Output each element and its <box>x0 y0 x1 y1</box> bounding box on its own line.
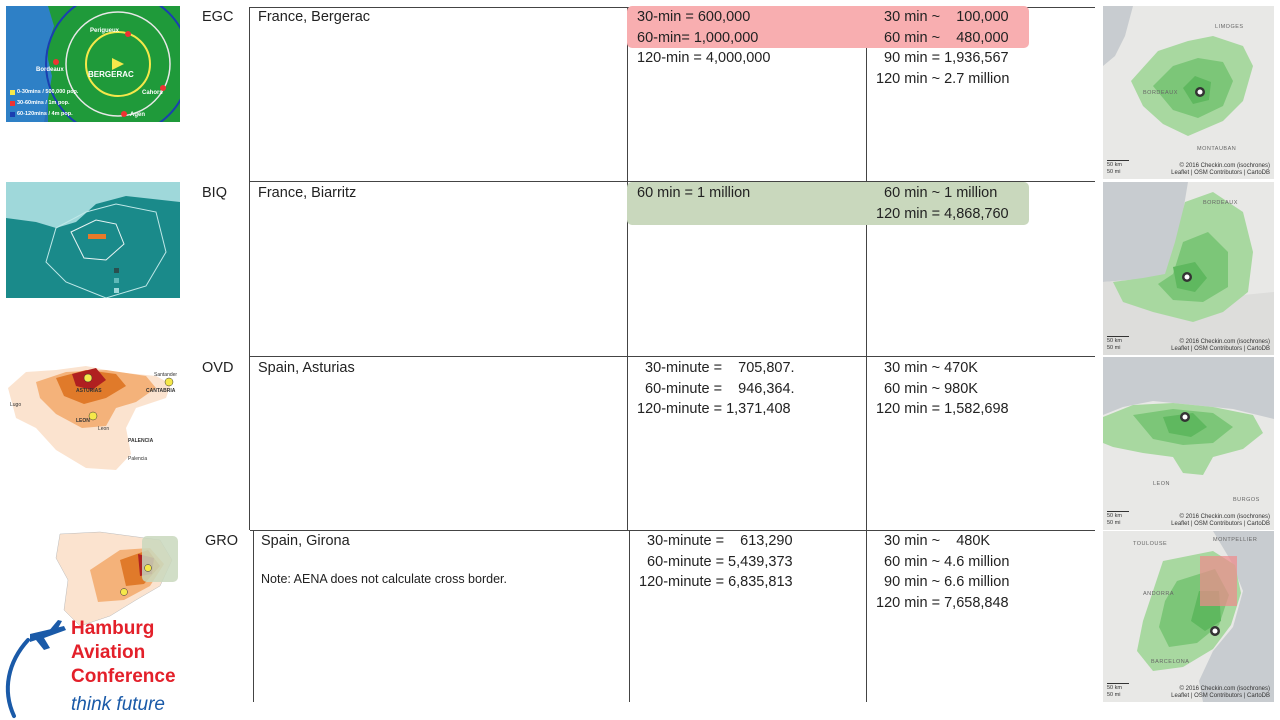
egc-label-cahors: Cahors <box>142 90 163 96</box>
checkin-line: 90 min ~ 6.6 million <box>876 574 1010 590</box>
checkin-line: 120 min ~ 2.7 million <box>876 70 1010 87</box>
map-place: MONTPELLIER <box>1213 537 1258 543</box>
egc-legend-1: 0-30mins / 500,000 pop. <box>17 89 79 95</box>
aena-line: 60-minute = 946,364. <box>637 380 795 397</box>
conference-logo <box>0 612 200 720</box>
row-ovd-code: OVD <box>202 360 234 376</box>
checkin-line: 120 min = 4,868,760 <box>876 205 1009 222</box>
map-credit: © 2016 Checkin.com (isochrones) Leaflet | OSM Contributors | CartoDB <box>1171 514 1270 527</box>
row-biq-code: BIQ <box>202 185 227 201</box>
aena-line: 120-minute = 6,835,813 <box>639 574 793 590</box>
map-scale: 50 km 50 mi <box>1107 511 1129 527</box>
row-gro-aena <box>639 531 793 593</box>
egc-label-perigueux: Perigueux <box>90 28 120 34</box>
map-place: TOULOUSE <box>1133 541 1168 547</box>
gro-isochrone-map <box>1103 531 1274 702</box>
map-scale: 50 km 50 mi <box>1107 160 1129 176</box>
map-place: ANDORRA <box>1143 591 1175 597</box>
logo-line-3: Conference <box>71 666 176 687</box>
map-scale: 50 km 50 mi <box>1107 683 1129 699</box>
ovd-label: LEON <box>76 418 90 424</box>
row-biq-location: France, Biarritz <box>258 185 357 201</box>
checkin-line: 30 min ~ 100,000 <box>876 9 1009 25</box>
row-gro-checkin <box>876 531 1009 613</box>
col-divider-3 <box>866 7 867 702</box>
row-gro-location: Spain, Girona <box>261 533 350 549</box>
egc-label-bordeaux: Bordeaux <box>36 67 64 73</box>
ovd-label: Palencia <box>128 456 148 462</box>
map-credit: © 2016 Checkin.com (isochrones) Leaflet | OSM Contributors | CartoDB <box>1171 163 1270 176</box>
gro-isochrone-graphic <box>1103 531 1274 702</box>
checkin-line: 60 min ~ 1 million <box>876 185 998 201</box>
logo-line-2: Aviation <box>71 642 146 663</box>
row-ovd-aena <box>637 358 795 420</box>
map-place: BURGOS <box>1233 497 1260 503</box>
map-place: LEON <box>1153 481 1170 487</box>
row-ovd-location: Spain, Asturias <box>258 360 355 376</box>
row-egc-checkin <box>876 7 1009 89</box>
row-ovd-checkin <box>876 358 1009 420</box>
aena-line: 120-minute = 1,371,408 <box>637 401 791 417</box>
checkin-line: 60 min ~ 4.6 million <box>876 553 1010 570</box>
egc-label-bergerac: BERGERAC <box>88 70 134 79</box>
ovd-label: CANTABRIA <box>146 388 176 394</box>
row-divider-2 <box>250 356 1095 357</box>
map-place: BORDEAUX <box>1203 200 1238 206</box>
checkin-line: 120 min = 1,582,698 <box>876 401 1009 417</box>
aena-line: 120-min = 4,000,000 <box>637 50 771 66</box>
aena-line: 30-minute = 705,807. <box>637 360 795 376</box>
row-gro-code: GRO <box>205 533 239 549</box>
map-place: LIMOGES <box>1215 24 1244 30</box>
logo-tagline: think future <box>71 694 165 715</box>
map-credit: © 2016 Checkin.com (isochrones) Leaflet | OSM Contributors | CartoDB <box>1171 339 1270 352</box>
aena-line: 60-minute = 5,439,373 <box>639 553 793 570</box>
aena-line: 30-minute = 613,290 <box>639 533 793 549</box>
ovd-isochrone-graphic <box>1103 357 1274 530</box>
map-place: MONTAUBAN <box>1197 146 1237 152</box>
ovd-label: Leon <box>98 426 110 432</box>
row-gro-note: Note: AENA does not calculate cross border. <box>261 572 507 586</box>
map-scale: 50 km 50 mi <box>1107 336 1129 352</box>
ovd-catchment-image <box>6 358 180 474</box>
col-divider-1b <box>253 530 254 702</box>
row-biq-aena <box>637 183 750 204</box>
col-divider-2 <box>627 7 628 530</box>
row-biq-checkin <box>876 183 1009 224</box>
row-egc-location: France, Bergerac <box>258 9 371 25</box>
col-divider-2b <box>629 530 630 702</box>
checkin-line: 60 min ~ 480,000 <box>876 29 1009 46</box>
map-place: BARCELONA <box>1151 659 1190 665</box>
egc-isochrone-map <box>1103 6 1274 179</box>
row-egc-code: EGC <box>202 9 234 25</box>
row-egc-aena <box>637 7 770 69</box>
checkin-line: 30 min ~ 480K <box>876 533 991 549</box>
ovd-label: ASTURIAS <box>76 388 102 394</box>
aena-line: 30-min = 600,000 <box>637 9 751 25</box>
egc-catchment-image <box>6 6 180 122</box>
aena-line: 60-min= 1,000,000 <box>637 29 759 46</box>
egc-isochrone-graphic <box>1103 6 1274 179</box>
logo-line-1: Hamburg <box>71 618 155 639</box>
ovd-isochrone-map <box>1103 357 1274 530</box>
biq-isochrone-map <box>1103 182 1274 355</box>
checkin-line: 90 min = 1,936,567 <box>876 50 1009 66</box>
checkin-line: 120 min = 7,658,848 <box>876 594 1009 611</box>
map-place: BORDEAUX <box>1143 90 1178 96</box>
egc-legend-3: 60-120mins / 4m pop. <box>17 111 73 117</box>
checkin-line: 60 min ~ 980K <box>876 380 978 397</box>
aena-line: 60 min = 1 million <box>637 185 751 201</box>
biq-catchment-graphic <box>6 182 180 298</box>
ovd-label: PALENCIA <box>128 438 154 444</box>
biq-catchment-image <box>6 182 180 298</box>
map-credit: © 2016 Checkin.com (isochrones) Leaflet | OSM Contributors | CartoDB <box>1171 686 1270 699</box>
biq-isochrone-graphic <box>1103 182 1274 355</box>
ovd-label: Lugo <box>10 402 22 408</box>
egc-label-agen: Agen <box>130 112 145 118</box>
checkin-line: 30 min ~ 470K <box>876 360 978 376</box>
ovd-label: Santander <box>154 372 178 378</box>
col-divider-1 <box>249 7 250 530</box>
egc-legend-2: 30-60mins / 1m pop. <box>17 100 70 106</box>
